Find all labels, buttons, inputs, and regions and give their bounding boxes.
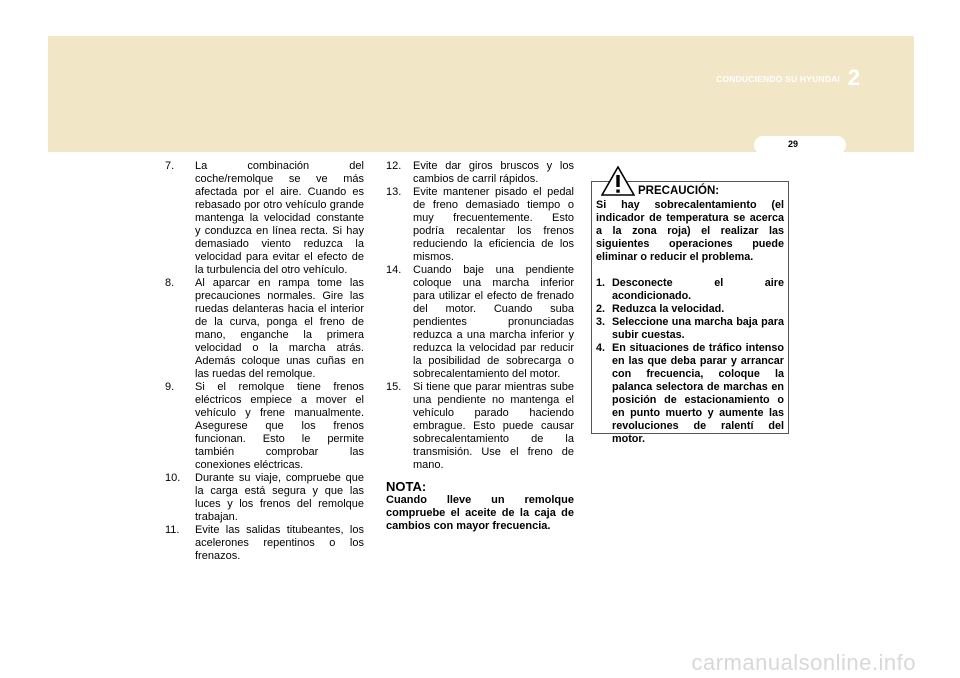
list-item [596, 316, 784, 342]
item-text: Evite mantener pisado el pedal de freno demasiado tiempo o muy frecuentemente. Esto podría recalentar los frenos reduciendo la eficiencia de los mismos. [413, 186, 574, 263]
list-item [596, 342, 784, 446]
item-number: 2. [596, 303, 606, 315]
item-text: Evite dar giros bruscos y los cambios de carril rápidos. [413, 160, 574, 185]
page-number-tab [754, 136, 846, 154]
page-number: 29 [788, 139, 799, 149]
list-item [165, 472, 364, 524]
list-item [386, 186, 574, 264]
list-item [165, 524, 364, 563]
list-item [386, 381, 574, 472]
item-number: 10. [165, 472, 181, 484]
warning-triangle-icon [601, 166, 635, 196]
item-text: Evite las salidas titubeantes, los acelerones repentinos o los frenazos. [195, 524, 364, 562]
list-item [165, 277, 364, 381]
middle-column [386, 160, 574, 533]
chapter-title: CONDUCIENDO SU HYUNDAI [716, 74, 840, 84]
list-item [165, 160, 364, 277]
caution-content [596, 199, 784, 446]
list-item [386, 264, 574, 381]
item-text: Seleccione una marcha baja para subir cuestas. [612, 316, 784, 341]
note-title: NOTA: [386, 479, 427, 494]
item-number: 7. [165, 160, 175, 172]
left-column [165, 160, 364, 563]
item-text: En situaciones de tráfico intenso en las que deba parar y arrancar con frecuencia, coloque la palanca selectora de marchas en posición de estacionamiento o en punto muerto y aumente las revoluciones de ralentí del motor. [612, 342, 784, 445]
item-text: Si el remolque tiene frenos eléctricos empiece a mover el vehículo y frene manualmente. Asegurese que los frenos funcionan. Esto le permite también comprobar las conexiones eléctricas. [195, 381, 364, 471]
list-item [386, 160, 574, 186]
item-text: Si tiene que parar mientras sube una pendiente no mantenga el vehículo parado haciendo embrague. Esto puede causar sobrecalentamiento de la transmisión. Use el freno de mano. [413, 381, 574, 471]
watermark: carmanualsonline.info [691, 650, 916, 675]
item-number: 11. [165, 524, 180, 536]
note-body: Cuando lleve un remolque compruebe el aceite de la caja de cambios con mayor frecuencia. [386, 494, 574, 532]
item-number: 8. [165, 277, 175, 289]
chapter-number: 2 [847, 65, 860, 90]
item-number: 12. [386, 160, 402, 172]
item-number: 14. [386, 264, 402, 276]
list-item [165, 381, 364, 472]
caution-title: PRECAUCIÓN: [638, 185, 720, 197]
item-text: Desconecte el aire acondicionado. [612, 277, 784, 302]
item-number: 4. [596, 342, 606, 354]
item-number: 13. [386, 186, 402, 198]
item-text: Al aparcar en rampa tome las precauciones normales. Gire las ruedas delanteras hacia el interior de la curva, ponga el freno de mano, enganche la primera velocidad o la marcha atrás. Además coloque unas cuñas en las ruedas del remolque. [195, 277, 364, 380]
list-item [596, 303, 784, 316]
item-number: 1. [596, 277, 606, 289]
item-number: 3. [596, 316, 606, 328]
item-text: Durante su viaje, compruebe que la carga está segura y que las luces y los frenos del remolque trabajan. [195, 472, 364, 523]
list-item [596, 277, 784, 303]
item-text: La combinación del coche/remolque se ve más afectada por el aire. Cuando es rebasado por otro vehículo grande mantenga la velocidad constante y conduzca en línea recta. Si hay demasiado viento reduzca la velocidad para evitar el efecto de la turbulencia del otro vehículo. [195, 160, 364, 276]
caution-intro: Si hay sobrecalentamiento (el indicador de temperatura se acerca a la zona roja) el realizar las siguientes operaciones puede eliminar o reducir el problema. [596, 199, 784, 263]
item-text: Reduzca la velocidad. [612, 303, 725, 315]
item-number: 15. [386, 381, 402, 393]
item-text: Cuando baje una pendiente coloque una marcha inferior para utilizar el efecto de frenado del motor. Cuando suba pendientes pronunciadas reduzca a una marcha inferior y reduzca la velocidad par reducir la posibilidad de sobrecarga o sobrecalentamiento del motor. [413, 264, 574, 380]
item-number: 9. [165, 381, 175, 393]
